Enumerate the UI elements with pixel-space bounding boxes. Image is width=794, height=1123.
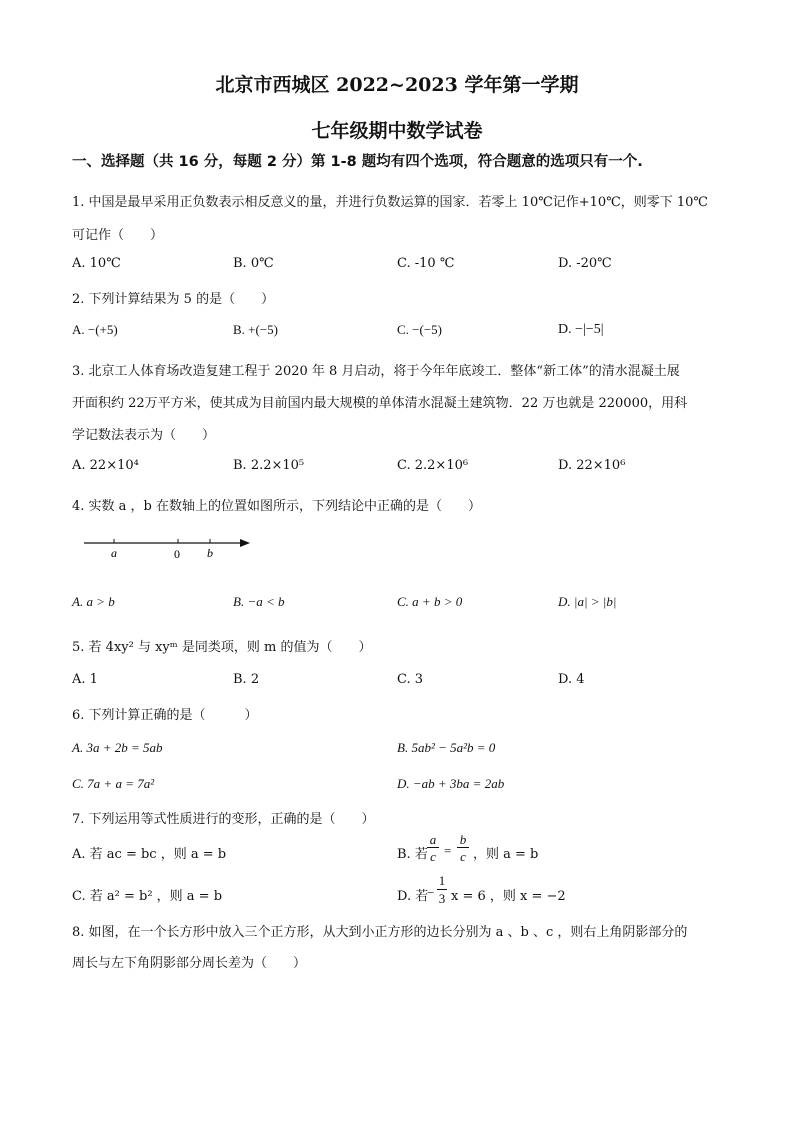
q6-option-d[interactable]: D. −ab + 3ba = 2ab <box>397 776 505 791</box>
axis-label-zero: 0 <box>174 547 180 561</box>
question-8-line-2: 周长与左下角阴影部分周长差为（ ） <box>72 956 307 971</box>
q7b-equals: = <box>444 843 452 858</box>
q7d-frac-num: 1 <box>438 873 446 888</box>
q6-option-b[interactable]: B. 5ab² − 5a²b = 0 <box>397 740 496 755</box>
q7b-frac-right-den: c <box>460 849 466 864</box>
axis-label-a: a <box>111 546 117 560</box>
number-line-arrow <box>240 539 250 547</box>
number-line-figure <box>80 530 260 564</box>
question-4-line-1: 4. 实数 a ，b 在数轴上的位置如图所示，下列结论中正确的是（ ） <box>72 499 482 514</box>
question-6-line-1: 6. 下列计算正确的是（ ） <box>72 708 258 723</box>
page-subtitle: 七年级期中数学试卷 <box>311 120 483 142</box>
question-2-line-1: 2. 下列计算结果为 5 的是（ ） <box>72 292 275 307</box>
question-3-line-2: 开面积约 22万平方米，使其成为目前国内最大规模的单体清水混凝土建筑物．22 万也就是 220000，用科 <box>72 396 688 411</box>
q3-option-a[interactable]: A. 22×10⁴ <box>72 458 139 473</box>
q7-option-d-prefix: D. 若 <box>397 889 429 904</box>
q6-option-a[interactable]: A. 3a + 2b = 5ab <box>72 740 163 755</box>
page-title: 北京市西城区 2022~2023 学年第一学期 <box>215 74 579 96</box>
question-3-line-1: 3. 北京工人体育场改造复建工程于 2020 年 8 月启动，将于今年年底竣工．整体“新工体”的清水混凝土展 <box>72 364 680 379</box>
q1-option-b[interactable]: B. 0℃ <box>233 256 274 271</box>
q7d-rest: x = 6 ，则 x = −2 <box>451 889 566 904</box>
q7b-frac-right <box>457 832 469 865</box>
q7b-frac-right-num: b <box>459 832 467 847</box>
q2-option-c[interactable]: C. −(−5) <box>397 322 442 337</box>
q5-option-a[interactable]: A. 1 <box>72 672 98 687</box>
axis-label-b: b <box>207 546 213 560</box>
q6-option-c[interactable]: C. 7a + a = 7a² <box>72 776 155 791</box>
q7b-frac-left <box>427 832 439 865</box>
q7b-frac-left-den: c <box>430 849 436 864</box>
q4-option-a[interactable]: A. a > b <box>72 594 115 609</box>
q1-option-a[interactable]: A. 10℃ <box>72 256 121 271</box>
q7-option-c[interactable]: C. 若 a² = b² ，则 a = b <box>72 889 223 904</box>
q5-option-c[interactable]: C. 3 <box>397 672 424 687</box>
section-heading: 一、选择题（共 16 分，每题 2 分）第 1-8 题均有四个选项，符合题意的选项只有一个. <box>72 154 643 170</box>
question-5-line-1: 5. 若 4xy² 与 xyᵐ 是同类项，则 m 的值为（ ） <box>72 640 372 655</box>
q4-option-c[interactable]: C. a + b > 0 <box>397 594 463 609</box>
q2-option-b[interactable]: B. +(−5) <box>233 322 278 337</box>
question-1-line-2: 可记作（ ） <box>72 228 164 243</box>
q1-option-d[interactable]: D. -20℃ <box>558 256 612 271</box>
question-1-line-1: 1. 中国是最早采用正负数表示相反意义的量，并进行负数运算的国家．若零上 10℃记作+10℃，则零下 10℃ <box>72 195 708 210</box>
q5-option-d[interactable]: D. 4 <box>558 672 585 687</box>
q7d-minus: − <box>427 885 435 900</box>
q3-option-b[interactable]: B. 2.2×10⁵ <box>233 458 305 473</box>
question-8-line-1: 8. 如图，在一个长方形中放入三个正方形，从大到小正方形的边长分别为 a 、b 、c ，则右上角阴影部分的 <box>72 925 688 940</box>
q5-option-b[interactable]: B. 2 <box>233 672 260 687</box>
q1-option-c[interactable]: C. -10 ℃ <box>397 256 455 271</box>
question-7-line-1: 7. 下列运用等式性质进行的变形，正确的是（ ） <box>72 812 375 827</box>
q7-option-a[interactable]: A. 若 ac = bc ，则 a = b <box>72 847 227 862</box>
q7d-frac-den: 3 <box>438 891 446 906</box>
q7b-frac-left-num: a <box>429 832 437 847</box>
q7b-suffix: ，则 a = b <box>473 847 539 862</box>
question-3-line-3: 学记数法表示为（ ） <box>72 428 216 443</box>
q7-option-b-prefix: B. 若 <box>397 847 428 862</box>
q2-option-a[interactable]: A. −(+5) <box>72 322 118 337</box>
q3-option-c[interactable]: C. 2.2×10⁶ <box>397 458 469 473</box>
q7d-frac <box>437 872 447 907</box>
q2-option-d[interactable]: D. −|−5| <box>558 322 604 337</box>
q3-option-d[interactable]: D. 22×10⁶ <box>558 458 626 473</box>
q4-option-b[interactable]: B. −a < b <box>233 594 285 609</box>
q4-option-d[interactable]: D. |a| > |b| <box>558 594 617 609</box>
